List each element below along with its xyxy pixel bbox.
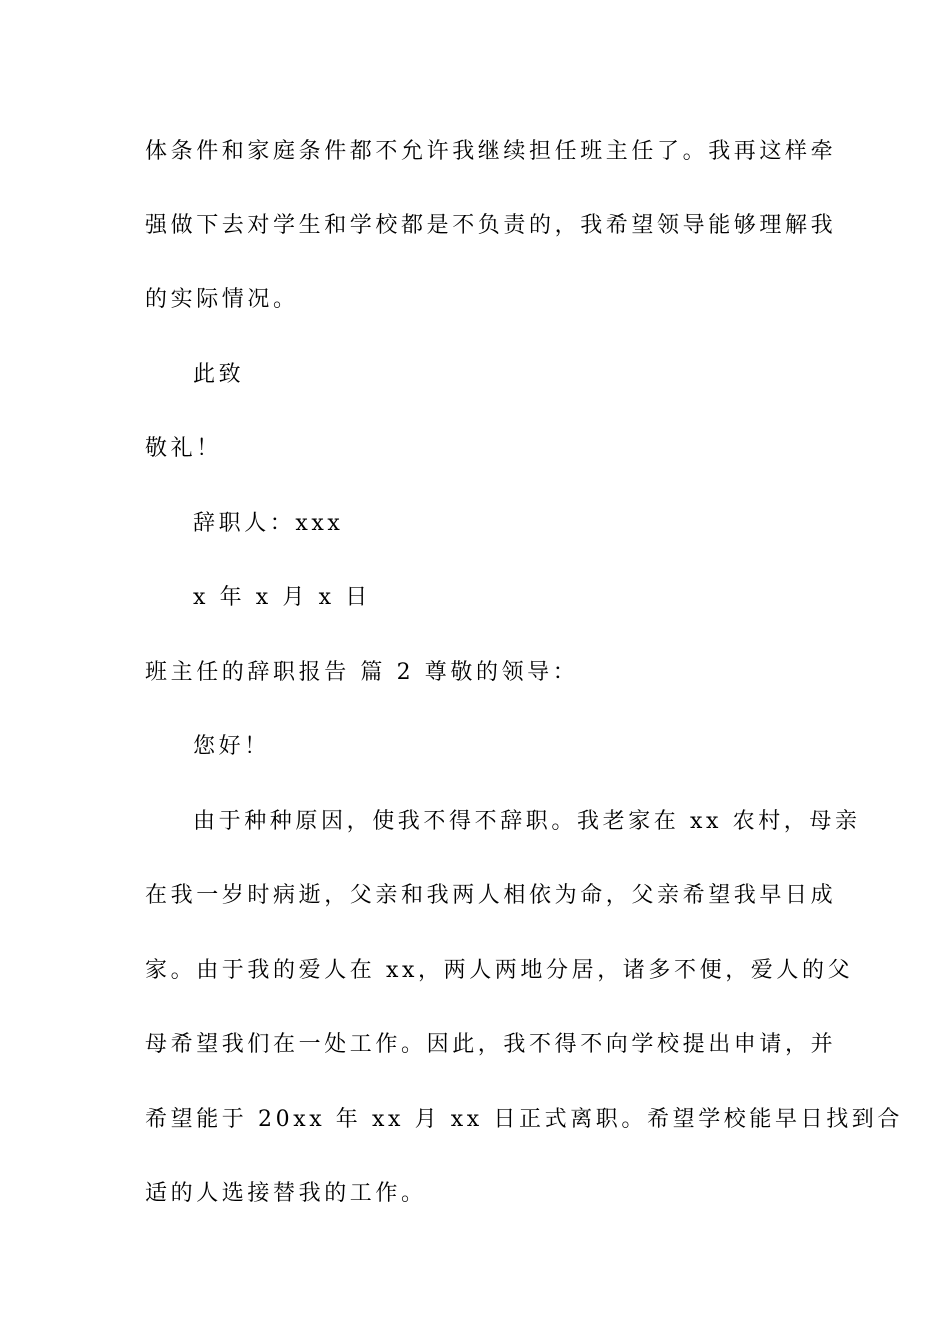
paragraph-line: 家。由于我的爱人在 xx，两人两地分居，诸多不便，爱人的父: [145, 958, 854, 983]
paragraph-line: 由于种种原因，使我不得不辞职。我老家在 xx 农村，母亲: [193, 809, 861, 834]
paragraph-line: 体条件和家庭条件都不允许我继续担任班主任了。我再这样牵: [145, 139, 837, 164]
paragraph-line: 母希望我们在一处工作。因此，我不得不向学校提出申请，并: [145, 1032, 837, 1057]
closing-regards: 敬礼！: [145, 436, 222, 461]
paragraph-line: 在我一岁时病逝，父亲和我两人相依为命，父亲希望我早日成: [145, 883, 837, 908]
signature-name: 辞职人：xxx: [193, 511, 344, 536]
paragraph-line: 强做下去对学生和学校都是不负责的，我希望领导能够理解我: [145, 213, 837, 238]
paragraph-line: 适的人选接替我的工作。: [145, 1181, 427, 1206]
paragraph-line: 希望能于 20xx 年 xx 月 xx 日正式离职。希望学校能早日找到合: [145, 1107, 903, 1132]
paragraph-line: 的实际情况。: [145, 287, 299, 312]
signature-date: x 年 x 月 x 日: [193, 585, 371, 610]
closing-salutation: 此致: [193, 362, 245, 387]
greeting: 您好！: [193, 734, 270, 759]
section-heading: 班主任的辞职报告 篇 2 尊敬的领导：: [145, 660, 579, 685]
